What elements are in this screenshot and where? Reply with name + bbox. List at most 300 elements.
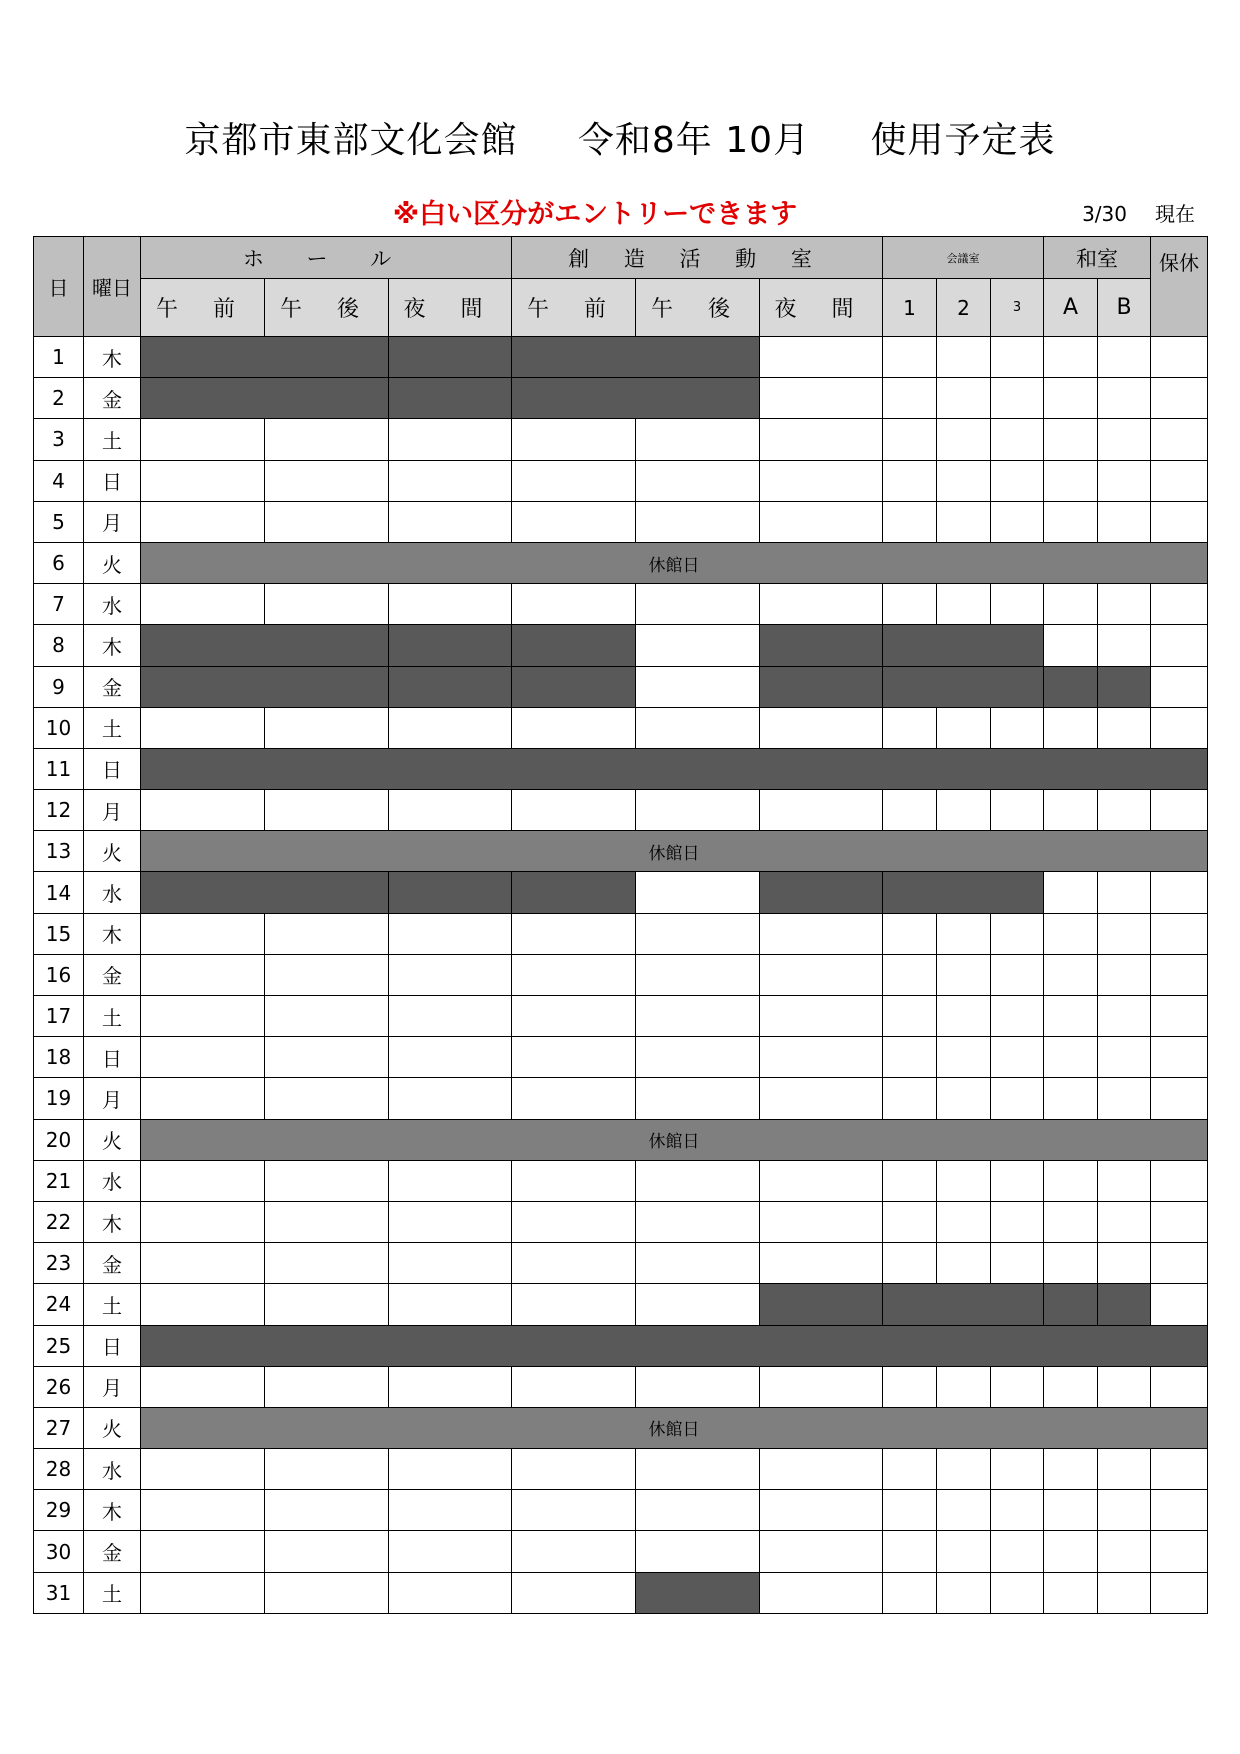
available-slot-studio-afternoon[interactable] [636,1201,760,1242]
available-slot-meeting-room-3[interactable] [991,378,1044,419]
available-slot-hall-evening[interactable] [389,1243,512,1284]
available-slot-hold[interactable] [1151,1490,1208,1531]
available-slot-meeting-room-3[interactable] [991,913,1044,954]
available-slot-studio-afternoon[interactable] [636,707,760,748]
available-slot-hold[interactable] [1151,1531,1208,1572]
day-cell: 29 [34,1490,84,1531]
table-row [34,625,1208,666]
available-slot-studio-afternoon[interactable] [636,460,760,501]
available-slot-hall-evening[interactable] [389,1366,512,1407]
available-slot-hall-evening[interactable] [389,584,512,625]
available-slot-hold[interactable] [1151,1572,1208,1613]
booked-slot-hall-morning [141,337,389,378]
available-slot-meeting-room-3[interactable] [991,501,1044,542]
available-slot-studio-morning[interactable] [512,913,636,954]
available-slot-hold[interactable] [1151,913,1208,954]
available-slot-hall-afternoon[interactable] [265,1490,389,1531]
studio-group-header: 創 造 活 動 室 [512,237,883,279]
available-slot-japanese-room-b[interactable] [1098,1160,1151,1201]
available-slot-japanese-room-b[interactable] [1098,1243,1151,1284]
available-slot-japanese-room-b[interactable] [1098,1572,1151,1613]
table-row [34,1201,1208,1242]
available-slot-hold[interactable] [1151,337,1208,378]
available-slot-meeting-room-1[interactable] [883,1572,937,1613]
available-slot-studio-afternoon[interactable] [636,419,760,460]
available-slot-studio-evening[interactable] [760,419,883,460]
available-slot-studio-evening[interactable] [760,460,883,501]
table-row [34,913,1208,954]
available-slot-studio-evening[interactable] [760,1037,883,1078]
available-slot-hall-morning[interactable] [141,1037,265,1078]
available-slot-studio-morning[interactable] [512,1572,636,1613]
available-slot-meeting-room-1[interactable] [883,419,937,460]
table-row [34,1572,1208,1613]
schedule-body [34,337,1208,1614]
available-slot-hall-evening[interactable] [389,1160,512,1201]
weekday-cell: 火 [84,1119,141,1160]
available-slot-hold[interactable] [1151,1366,1208,1407]
available-slot-japanese-room-a[interactable] [1044,954,1098,995]
available-slot-meeting-room-1[interactable] [883,1078,937,1119]
available-slot-hall-morning[interactable] [141,584,265,625]
booked-slot-hall-evening [389,625,512,666]
table-row [34,1284,1208,1325]
available-slot-meeting-room-3[interactable] [991,1201,1044,1242]
available-slot-hold[interactable] [1151,1201,1208,1242]
available-slot-studio-morning[interactable] [512,707,636,748]
available-slot-meeting-room-3[interactable] [991,337,1044,378]
available-slot-japanese-room-a[interactable] [1044,913,1098,954]
available-slot-japanese-room-b[interactable] [1098,1078,1151,1119]
available-slot-meeting-room-1[interactable] [883,584,937,625]
available-slot-japanese-room-b[interactable] [1098,1037,1151,1078]
available-slot-meeting-room-3[interactable] [991,1243,1044,1284]
table-row [34,707,1208,748]
available-slot-meeting-room-3[interactable] [991,584,1044,625]
available-slot-studio-morning[interactable] [512,1243,636,1284]
available-slot-studio-afternoon[interactable] [636,1366,760,1407]
available-slot-japanese-room-a[interactable] [1044,584,1098,625]
available-slot-hall-morning[interactable] [141,996,265,1037]
available-slot-meeting-room-1[interactable] [883,1160,937,1201]
available-slot-hall-afternoon[interactable] [265,1078,389,1119]
available-slot-japanese-room-a[interactable] [1044,378,1098,419]
available-slot-studio-afternoon[interactable] [636,1037,760,1078]
available-slot-hall-evening[interactable] [389,1490,512,1531]
weekday-cell: 木 [84,337,141,378]
available-slot-japanese-room-b[interactable] [1098,1201,1151,1242]
available-slot-hall-afternoon[interactable] [265,1449,389,1490]
available-slot-hall-morning[interactable] [141,1490,265,1531]
booked-slot-japanese-room-b [1098,666,1151,707]
available-slot-hall-afternoon[interactable] [265,790,389,831]
hall-evening-header: 夜 間 [389,279,512,337]
table-row [34,748,1208,789]
available-slot-japanese-room-b[interactable] [1098,501,1151,542]
available-slot-studio-morning[interactable] [512,501,636,542]
available-slot-meeting-room-2[interactable] [937,378,991,419]
available-slot-studio-evening[interactable] [760,913,883,954]
available-slot-hall-evening[interactable] [389,954,512,995]
available-slot-japanese-room-b[interactable] [1098,337,1151,378]
available-slot-meeting-room-2[interactable] [937,460,991,501]
japanese-room-b-header: B [1098,279,1151,337]
available-slot-hold[interactable] [1151,872,1208,913]
day-cell: 26 [34,1366,84,1407]
available-slot-hall-morning[interactable] [141,954,265,995]
table-row [34,831,1208,872]
available-slot-hall-morning[interactable] [141,1449,265,1490]
available-slot-hold[interactable] [1151,1284,1208,1325]
available-slot-meeting-room-2[interactable] [937,1449,991,1490]
available-slot-meeting-room-2[interactable] [937,790,991,831]
available-slot-meeting-room-3[interactable] [991,996,1044,1037]
available-slot-hall-afternoon[interactable] [265,584,389,625]
available-slot-studio-evening[interactable] [760,1078,883,1119]
available-slot-studio-evening[interactable] [760,378,883,419]
available-slot-meeting-room-3[interactable] [991,1078,1044,1119]
available-slot-hold[interactable] [1151,1078,1208,1119]
available-slot-hall-morning[interactable] [141,1572,265,1613]
available-slot-studio-morning[interactable] [512,1160,636,1201]
available-slot-studio-morning[interactable] [512,996,636,1037]
available-slot-studio-afternoon[interactable] [636,501,760,542]
available-slot-meeting-room-1[interactable] [883,790,937,831]
available-slot-japanese-room-a[interactable] [1044,1078,1098,1119]
available-slot-meeting-room-1[interactable] [883,1037,937,1078]
available-slot-meeting-room-2[interactable] [937,954,991,995]
available-slot-meeting-room-3[interactable] [991,1037,1044,1078]
available-slot-studio-afternoon[interactable] [636,1490,760,1531]
available-slot-studio-evening[interactable] [760,1366,883,1407]
available-slot-hold[interactable] [1151,625,1208,666]
available-slot-studio-afternoon[interactable] [636,872,760,913]
available-slot-studio-afternoon[interactable] [636,1531,760,1572]
available-slot-meeting-room-2[interactable] [937,1243,991,1284]
available-slot-japanese-room-a[interactable] [1044,1490,1098,1531]
available-slot-hall-afternoon[interactable] [265,1160,389,1201]
available-slot-hall-afternoon[interactable] [265,1572,389,1613]
available-slot-studio-morning[interactable] [512,1078,636,1119]
available-slot-hold[interactable] [1151,954,1208,995]
available-slot-meeting-room-3[interactable] [991,790,1044,831]
available-slot-studio-evening[interactable] [760,1572,883,1613]
available-slot-japanese-room-a[interactable] [1044,1160,1098,1201]
available-slot-meeting-room-2[interactable] [937,1572,991,1613]
available-slot-meeting-room-3[interactable] [991,707,1044,748]
available-slot-hall-morning[interactable] [141,1531,265,1572]
available-slot-japanese-room-a[interactable] [1044,337,1098,378]
hall-afternoon-header: 午 後 [265,279,389,337]
available-slot-hall-afternoon[interactable] [265,913,389,954]
available-slot-hall-evening[interactable] [389,790,512,831]
available-slot-studio-evening[interactable] [760,337,883,378]
available-slot-hall-morning[interactable] [141,1078,265,1119]
available-slot-japanese-room-a[interactable] [1044,501,1098,542]
available-slot-meeting-room-1[interactable] [883,707,937,748]
available-slot-meeting-room-3[interactable] [991,954,1044,995]
available-slot-japanese-room-a[interactable] [1044,460,1098,501]
available-slot-japanese-room-a[interactable] [1044,1201,1098,1242]
available-slot-japanese-room-a[interactable] [1044,790,1098,831]
available-slot-meeting-room-1[interactable] [883,996,937,1037]
available-slot-meeting-room-2[interactable] [937,913,991,954]
weekday-cell: 日 [84,748,141,789]
available-slot-hall-morning[interactable] [141,1160,265,1201]
available-slot-japanese-room-b[interactable] [1098,419,1151,460]
available-slot-japanese-room-a[interactable] [1044,996,1098,1037]
weekday-cell: 水 [84,1160,141,1201]
available-slot-japanese-room-b[interactable] [1098,625,1151,666]
table-row [34,1490,1208,1531]
available-slot-studio-evening[interactable] [760,1531,883,1572]
available-slot-studio-evening[interactable] [760,707,883,748]
available-slot-japanese-room-a[interactable] [1044,1366,1098,1407]
available-slot-meeting-room-1[interactable] [883,337,937,378]
available-slot-studio-afternoon[interactable] [636,1078,760,1119]
available-slot-japanese-room-b[interactable] [1098,1531,1151,1572]
available-slot-meeting-room-1[interactable] [883,954,937,995]
available-slot-meeting-room-1[interactable] [883,378,937,419]
available-slot-meeting-room-3[interactable] [991,1160,1044,1201]
available-slot-meeting-room-2[interactable] [937,1160,991,1201]
day-cell: 11 [34,748,84,789]
as-of-date-value: 3/30 [1082,202,1127,226]
available-slot-japanese-room-a[interactable] [1044,1037,1098,1078]
available-slot-meeting-room-1[interactable] [883,501,937,542]
available-slot-meeting-room-2[interactable] [937,1490,991,1531]
available-slot-meeting-room-2[interactable] [937,337,991,378]
available-slot-hold[interactable] [1151,790,1208,831]
available-slot-japanese-room-b[interactable] [1098,460,1151,501]
available-slot-hall-afternoon[interactable] [265,954,389,995]
available-slot-studio-morning[interactable] [512,584,636,625]
available-slot-hall-evening[interactable] [389,1284,512,1325]
available-slot-hall-afternoon[interactable] [265,460,389,501]
available-slot-studio-morning[interactable] [512,790,636,831]
available-slot-japanese-room-a[interactable] [1044,707,1098,748]
available-slot-japanese-room-a[interactable] [1044,625,1098,666]
available-slot-meeting-room-1[interactable] [883,913,937,954]
available-slot-hall-afternoon[interactable] [265,501,389,542]
booked-slot-studio-evening [760,1284,883,1325]
available-slot-japanese-room-a[interactable] [1044,1449,1098,1490]
available-slot-hall-morning[interactable] [141,460,265,501]
available-slot-hold[interactable] [1151,1037,1208,1078]
available-slot-japanese-room-a[interactable] [1044,1531,1098,1572]
available-slot-meeting-room-3[interactable] [991,460,1044,501]
available-slot-studio-morning[interactable] [512,460,636,501]
available-slot-studio-evening[interactable] [760,584,883,625]
booked-slot-studio-evening [760,872,883,913]
available-slot-studio-morning[interactable] [512,1284,636,1325]
japanese-room-group-header: 和室 [1044,237,1151,279]
day-cell: 13 [34,831,84,872]
available-slot-hall-afternoon[interactable] [265,419,389,460]
available-slot-hold[interactable] [1151,501,1208,542]
table-row [34,872,1208,913]
available-slot-meeting-room-1[interactable] [883,1243,937,1284]
available-slot-hall-afternoon[interactable] [265,1037,389,1078]
available-slot-japanese-room-b[interactable] [1098,1449,1151,1490]
available-slot-hall-evening[interactable] [389,1572,512,1613]
available-slot-japanese-room-a[interactable] [1044,1243,1098,1284]
available-slot-hall-evening[interactable] [389,913,512,954]
day-cell: 8 [34,625,84,666]
available-slot-meeting-room-1[interactable] [883,460,937,501]
available-slot-meeting-room-2[interactable] [937,1531,991,1572]
available-slot-japanese-room-b[interactable] [1098,378,1151,419]
closed-day-cell: 休館日 [141,542,1208,583]
available-slot-studio-morning[interactable] [512,1490,636,1531]
table-row [34,1366,1208,1407]
available-slot-hall-morning[interactable] [141,1284,265,1325]
weekday-cell: 土 [84,1284,141,1325]
available-slot-meeting-room-3[interactable] [991,1449,1044,1490]
available-slot-hold[interactable] [1151,378,1208,419]
weekday-cell: 金 [84,666,141,707]
studio-afternoon-header: 午 後 [636,279,760,337]
booked-slot-hall-morning [141,378,389,419]
available-slot-hold[interactable] [1151,1243,1208,1284]
available-slot-studio-afternoon[interactable] [636,1284,760,1325]
available-slot-meeting-room-2[interactable] [937,707,991,748]
available-slot-hold[interactable] [1151,1449,1208,1490]
available-slot-studio-evening[interactable] [760,501,883,542]
available-slot-hall-afternoon[interactable] [265,1201,389,1242]
available-slot-studio-evening[interactable] [760,790,883,831]
available-slot-meeting-room-2[interactable] [937,1366,991,1407]
booked-slot-japanese-room-a [1044,666,1098,707]
available-slot-meeting-room-2[interactable] [937,1078,991,1119]
available-slot-meeting-room-2[interactable] [937,1037,991,1078]
available-slot-hall-evening[interactable] [389,1078,512,1119]
available-slot-hall-morning[interactable] [141,1201,265,1242]
available-slot-hall-evening[interactable] [389,501,512,542]
available-slot-studio-afternoon[interactable] [636,913,760,954]
available-slot-hall-evening[interactable] [389,460,512,501]
available-slot-hall-evening[interactable] [389,1201,512,1242]
available-slot-meeting-room-2[interactable] [937,1201,991,1242]
available-slot-meeting-room-1[interactable] [883,1366,937,1407]
available-slot-hall-afternoon[interactable] [265,1284,389,1325]
available-slot-meeting-room-3[interactable] [991,1490,1044,1531]
available-slot-studio-afternoon[interactable] [636,954,760,995]
available-slot-hall-evening[interactable] [389,996,512,1037]
available-slot-studio-morning[interactable] [512,419,636,460]
available-slot-studio-afternoon[interactable] [636,996,760,1037]
available-slot-hall-afternoon[interactable] [265,1366,389,1407]
available-slot-studio-afternoon[interactable] [636,666,760,707]
available-slot-hall-morning[interactable] [141,419,265,460]
available-slot-hall-morning[interactable] [141,1366,265,1407]
available-slot-japanese-room-b[interactable] [1098,790,1151,831]
available-slot-hall-evening[interactable] [389,707,512,748]
available-slot-japanese-room-b[interactable] [1098,872,1151,913]
available-slot-studio-evening[interactable] [760,996,883,1037]
available-slot-japanese-room-a[interactable] [1044,872,1098,913]
available-slot-japanese-room-b[interactable] [1098,954,1151,995]
available-slot-hall-afternoon[interactable] [265,996,389,1037]
available-slot-hall-evening[interactable] [389,419,512,460]
available-slot-studio-morning[interactable] [512,1449,636,1490]
available-slot-studio-evening[interactable] [760,1243,883,1284]
available-slot-studio-afternoon[interactable] [636,1243,760,1284]
available-slot-hall-evening[interactable] [389,1531,512,1572]
available-slot-hold[interactable] [1151,584,1208,625]
booked-slot-studio-morning [512,378,760,419]
available-slot-meeting-room-3[interactable] [991,1572,1044,1613]
available-slot-studio-afternoon[interactable] [636,625,760,666]
available-slot-hall-morning[interactable] [141,790,265,831]
available-slot-studio-evening[interactable] [760,1490,883,1531]
weekday-cell: 木 [84,1490,141,1531]
available-slot-studio-afternoon[interactable] [636,584,760,625]
available-slot-japanese-room-a[interactable] [1044,419,1098,460]
available-slot-hold[interactable] [1151,419,1208,460]
available-slot-meeting-room-3[interactable] [991,1366,1044,1407]
available-slot-hold[interactable] [1151,1160,1208,1201]
available-slot-hall-afternoon[interactable] [265,1531,389,1572]
available-slot-japanese-room-b[interactable] [1098,1490,1151,1531]
available-slot-studio-afternoon[interactable] [636,790,760,831]
available-slot-meeting-room-3[interactable] [991,419,1044,460]
available-slot-hold[interactable] [1151,666,1208,707]
available-slot-studio-evening[interactable] [760,1449,883,1490]
available-slot-studio-afternoon[interactable] [636,1449,760,1490]
available-slot-japanese-room-b[interactable] [1098,996,1151,1037]
available-slot-hold[interactable] [1151,460,1208,501]
available-slot-meeting-room-2[interactable] [937,996,991,1037]
available-slot-meeting-room-2[interactable] [937,419,991,460]
available-slot-meeting-room-1[interactable] [883,1490,937,1531]
available-slot-meeting-room-1[interactable] [883,1531,937,1572]
available-slot-meeting-room-2[interactable] [937,501,991,542]
available-slot-hall-morning[interactable] [141,1243,265,1284]
available-slot-meeting-room-2[interactable] [937,584,991,625]
available-slot-meeting-room-1[interactable] [883,1201,937,1242]
booked-slot-hall-evening [389,337,512,378]
available-slot-hall-morning[interactable] [141,913,265,954]
available-slot-japanese-room-b[interactable] [1098,707,1151,748]
available-slot-studio-morning[interactable] [512,1531,636,1572]
available-slot-hall-evening[interactable] [389,1037,512,1078]
available-slot-meeting-room-3[interactable] [991,1531,1044,1572]
available-slot-hall-morning[interactable] [141,501,265,542]
available-slot-japanese-room-b[interactable] [1098,913,1151,954]
available-slot-studio-afternoon[interactable] [636,1160,760,1201]
as-of-date [1082,198,1195,227]
available-slot-hall-morning[interactable] [141,707,265,748]
available-slot-japanese-room-b[interactable] [1098,584,1151,625]
available-slot-hold[interactable] [1151,707,1208,748]
available-slot-meeting-room-1[interactable] [883,1449,937,1490]
available-slot-hall-evening[interactable] [389,1449,512,1490]
available-slot-studio-evening[interactable] [760,954,883,995]
booked-slot-studio-morning [512,625,636,666]
available-slot-hall-afternoon[interactable] [265,707,389,748]
available-slot-hall-afternoon[interactable] [265,1243,389,1284]
available-slot-japanese-room-a[interactable] [1044,1572,1098,1613]
available-slot-studio-morning[interactable] [512,1366,636,1407]
available-slot-studio-evening[interactable] [760,1201,883,1242]
available-slot-studio-morning[interactable] [512,1201,636,1242]
available-slot-studio-evening[interactable] [760,1160,883,1201]
available-slot-hold[interactable] [1151,996,1208,1037]
available-slot-studio-morning[interactable] [512,1037,636,1078]
available-slot-studio-morning[interactable] [512,954,636,995]
available-slot-japanese-room-b[interactable] [1098,1366,1151,1407]
